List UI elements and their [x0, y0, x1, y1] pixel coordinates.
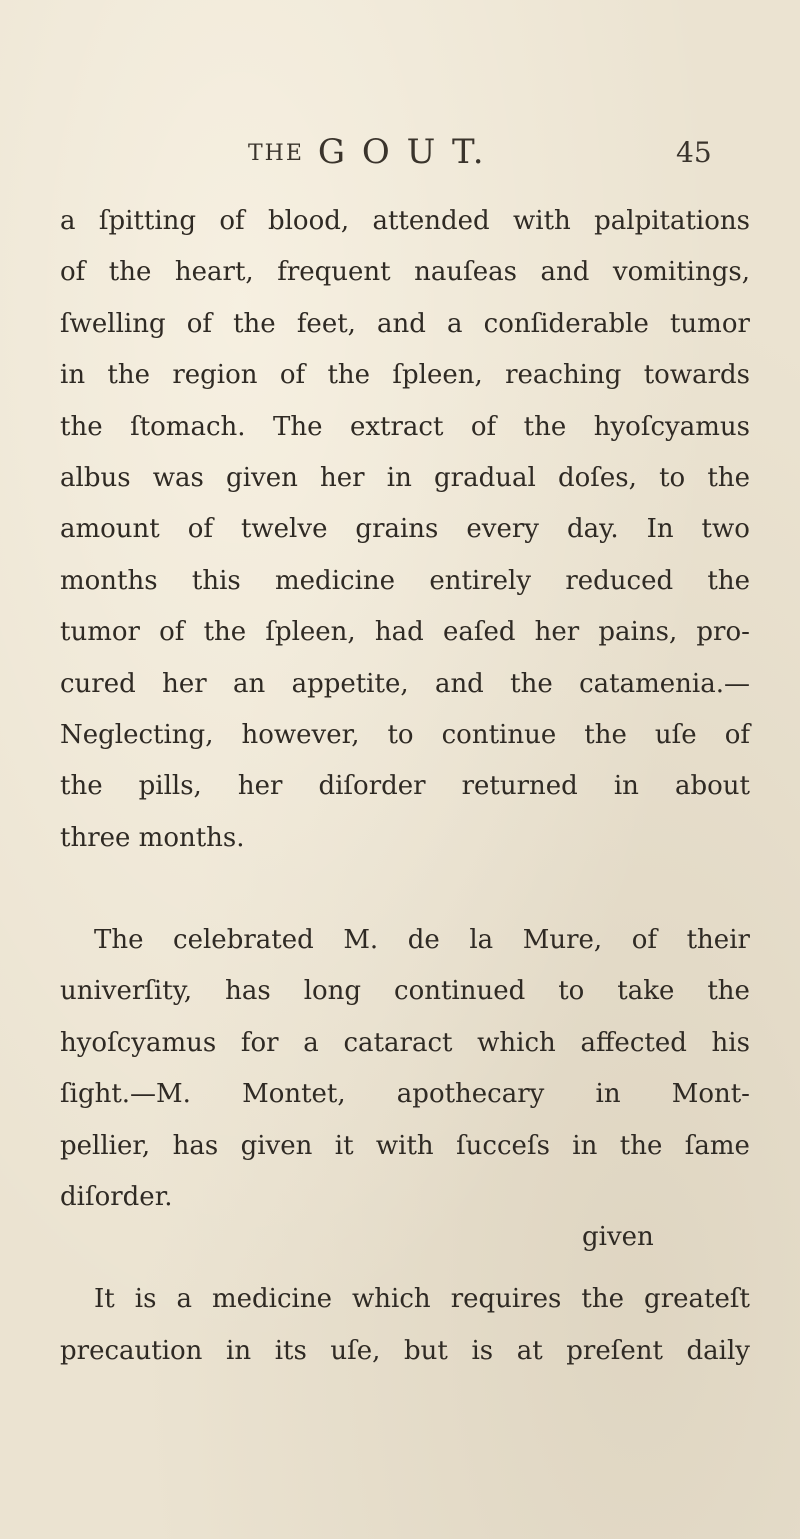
paragraph-3 [60, 1274, 750, 1377]
text-line: cured her an appetite, and the catamenia.— [60, 668, 750, 699]
body-text [60, 196, 750, 1377]
text-line: hyoſcyamus for a cataract which affected his [60, 1027, 750, 1058]
text-line: albus was given her in gradual doſes, to the [60, 462, 750, 493]
page-number: 45 [676, 136, 712, 169]
text-line: precaution in its uſe, but is at preſent daily [60, 1335, 750, 1366]
paragraph-gap [60, 864, 750, 915]
text-line: three months. [60, 822, 245, 853]
text-line: months this medicine entirely reduced the [60, 565, 750, 596]
paragraph-2 [60, 915, 750, 1223]
catchword: given [582, 1222, 654, 1252]
page-header [0, 132, 800, 182]
paragraph-1 [60, 196, 750, 864]
text-line: ſwelling of the feet, and a conſiderable tumor [60, 308, 750, 339]
text-line: the ſtomach. The extract of the hyoſcyamus [60, 411, 750, 442]
text-line: diſorder. [60, 1182, 173, 1213]
text-line: a ſpitting of blood, attended with palpitations [60, 206, 750, 236]
text-line: ſight.—M. Montet, apothecary in Mont- [60, 1079, 750, 1110]
text-line: The celebrated M. de la Mure, of their [94, 925, 750, 956]
text-line: of the heart, frequent nauſeas and vomitings, [60, 257, 750, 288]
text-line: the pills, her diſorder returned in about [60, 771, 750, 802]
running-title [248, 132, 487, 172]
text-line: It is a medicine which requires the greateſt [94, 1284, 750, 1315]
running-title-prefix: THE [248, 141, 304, 166]
text-line: pellier, has given it with ſucceſs in the ſame [60, 1130, 750, 1161]
text-line: univerſity, has long continued to take the [60, 976, 750, 1007]
text-line: amount of twelve grains every day. In two [60, 514, 750, 545]
text-line: in the region of the ſpleen, reaching towards [60, 360, 750, 391]
text-line: Neglecting, however, to continue the uſe of [60, 719, 750, 750]
running-title-main: G O U T. [317, 132, 487, 172]
text-line: tumor of the ſpleen, had eaſed her pains, pro- [60, 617, 750, 648]
